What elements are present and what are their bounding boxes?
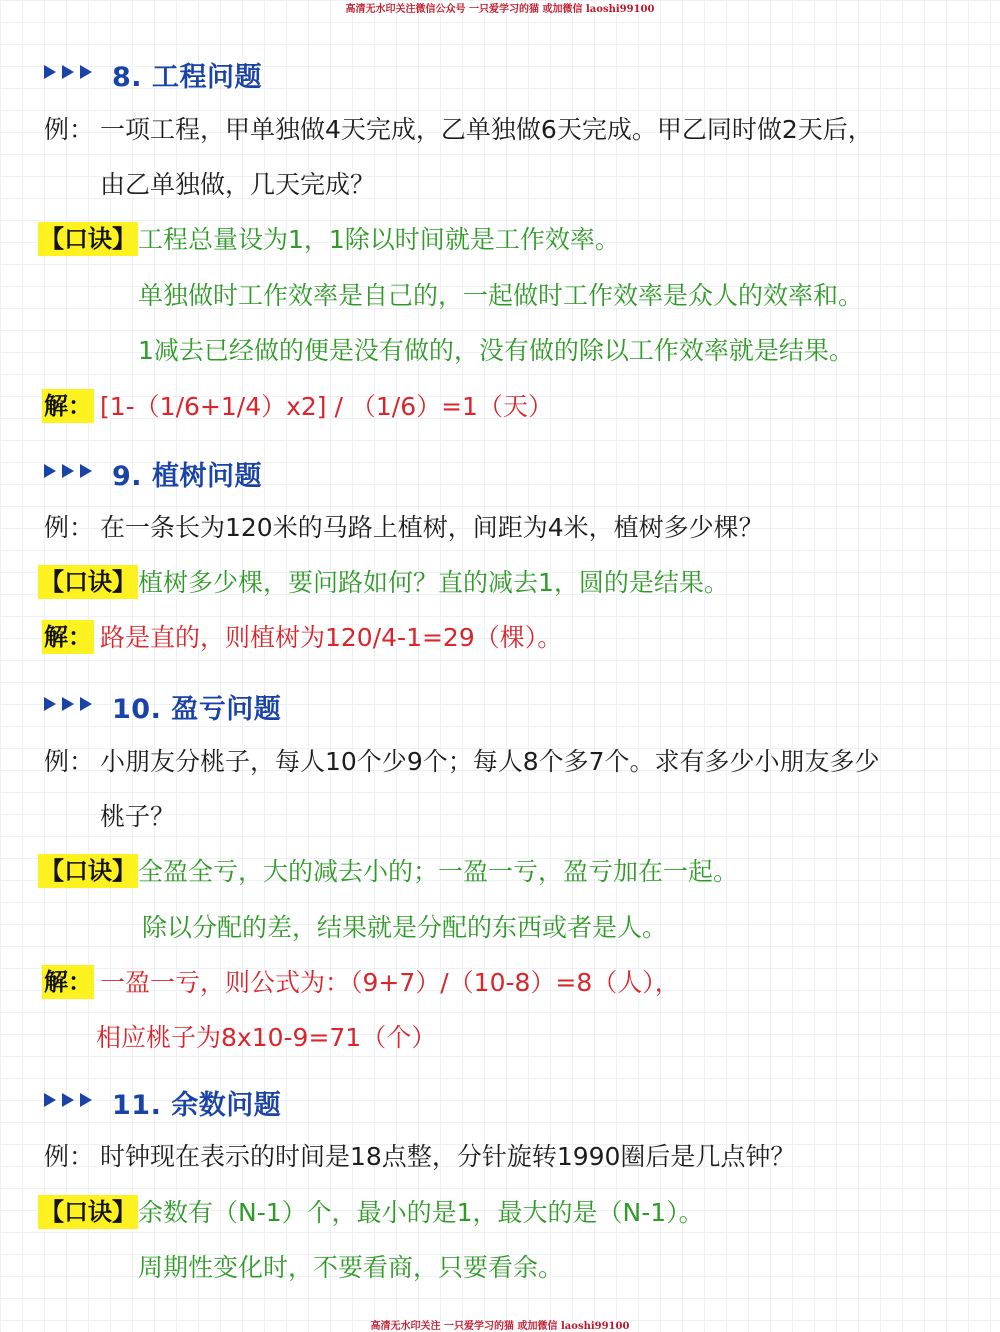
section-heading-10: [0, 686, 1000, 726]
solution-line: [0, 618, 1000, 658]
example-label: 例：: [44, 115, 95, 144]
koujue-line: [0, 563, 1000, 603]
solution-line: [0, 963, 1000, 1003]
triple-arrow-icon: [44, 694, 96, 714]
koujue-tag: 【口诀】: [38, 854, 138, 888]
koujue-line: [0, 1193, 1000, 1233]
koujue-line: [0, 852, 1000, 892]
example-line: [0, 1137, 1000, 1177]
solution-tag: 解：: [42, 389, 94, 423]
koujue-tag: 【口诀】: [38, 222, 138, 256]
example-line: [0, 742, 1000, 782]
section-title: 8. 工程问题: [112, 62, 262, 93]
solution-tag: 解：: [42, 620, 94, 654]
koujue-text: 余数有（N-1）个，最小的是1，最大的是（N-1）。: [138, 1198, 704, 1227]
example-text: 一项工程，甲单独做4天完成，乙单独做6天完成。甲乙同时做2天后，: [100, 115, 873, 144]
koujue-tag: 【口诀】: [38, 565, 138, 599]
section-heading-8: [0, 54, 1000, 94]
example-text: 在一条长为120米的马路上植树，间距为4米，植树多少棵？: [100, 513, 764, 542]
watermark-top: 高清无水印关注微信公众号 一只爱学习的猫 或加微信 laoshi99100: [345, 4, 655, 15]
koujue-text: 工程总量设为1，1除以时间就是工作效率。: [138, 225, 620, 254]
section-heading-11: [0, 1082, 1000, 1122]
solution-line: [0, 387, 1000, 427]
koujue-text: 周期性变化时，不要看商，只要看余。: [138, 1253, 564, 1282]
example-line: [0, 165, 1000, 205]
watermark-bottom: 高清无水印关注 一只爱学习的猫 或加微信 laoshi99100: [370, 1321, 630, 1332]
triple-arrow-icon: [44, 62, 96, 82]
solution-text: 相应桃子为8x10-9=71（个）: [96, 1023, 437, 1052]
koujue-line: [0, 908, 1000, 948]
solution-tag: 解：: [42, 965, 94, 999]
section-title: 9. 植树问题: [112, 461, 262, 492]
triple-arrow-icon: [44, 1090, 96, 1110]
example-text: 时钟现在表示的时间是18点整，分针旋转1990圈后是几点钟？: [100, 1142, 796, 1171]
example-text: 小朋友分桃子，每人10个少9个；每人8个多7个。求有多少小朋友多少: [100, 747, 880, 776]
koujue-line: [0, 331, 1000, 371]
solution-text: 一盈一亏，则公式为：（9+7）/（10-8）=8（人），: [100, 968, 680, 997]
example-text: 桃子？: [100, 802, 176, 831]
example-label: 例：: [44, 1142, 95, 1171]
koujue-line: [0, 1248, 1000, 1288]
koujue-text: 全盈全亏，大的减去小的；一盈一亏，盈亏加在一起。: [138, 857, 739, 886]
example-line: [0, 797, 1000, 837]
koujue-text: 除以分配的差，结果就是分配的东西或者是人。: [142, 913, 668, 942]
triple-arrow-icon: [44, 461, 96, 481]
example-text: 由乙单独做，几天完成？: [100, 170, 376, 199]
section-title: 10. 盈亏问题: [112, 694, 282, 725]
koujue-line: [0, 276, 1000, 316]
example-label: 例：: [44, 747, 95, 776]
koujue-text: 植树多少棵，要问路如何？直的减去1，圆的是结果。: [138, 568, 729, 597]
koujue-text: 单独做时工作效率是自己的，一起做时工作效率是众人的效率和。: [138, 281, 864, 310]
koujue-tag: 【口诀】: [38, 1195, 138, 1229]
section-heading-9: [0, 453, 1000, 493]
koujue-text: 1减去已经做的便是没有做的，没有做的除以工作效率就是结果。: [138, 336, 854, 365]
koujue-line: [0, 220, 1000, 260]
solution-text: [1-（1/6+1/4）x2] / （1/6）=1（天）: [100, 392, 553, 421]
example-line: [0, 110, 1000, 150]
example-label: 例：: [44, 513, 95, 542]
example-line: [0, 508, 1000, 548]
solution-line: [0, 1018, 1000, 1058]
section-title: 11. 余数问题: [112, 1090, 282, 1121]
solution-text: 路是直的，则植树为120/4-1=29（棵）。: [100, 623, 563, 652]
